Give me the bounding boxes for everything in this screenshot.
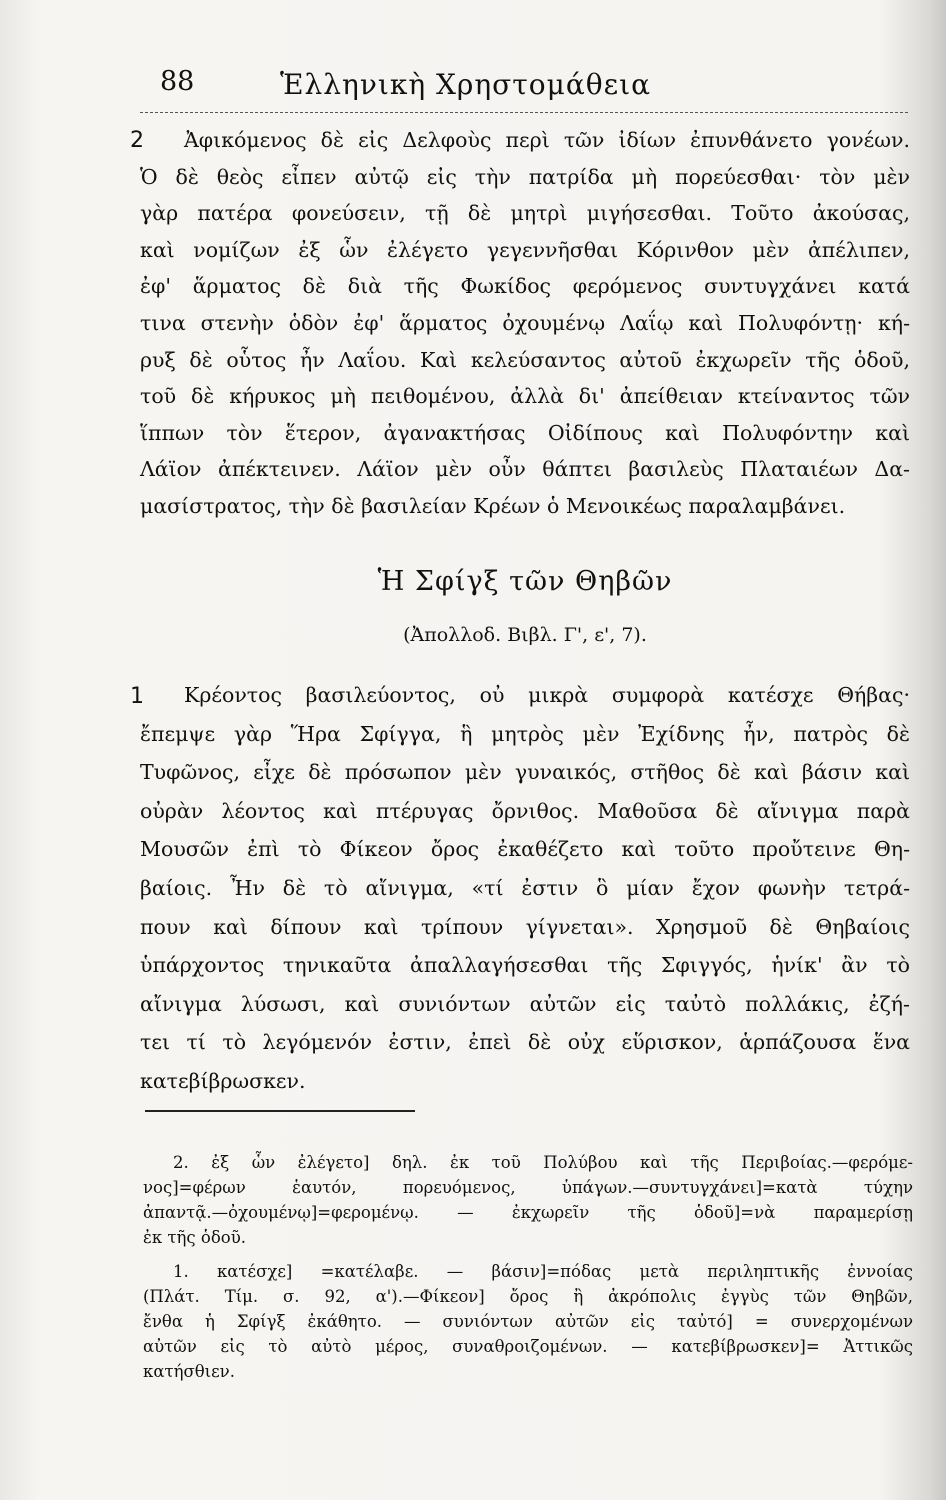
text-line: καὶ νομίζων ἐξ ὧν ἐλέγετο γεγεννῆσθαι Κόρινθον μὲν ἀπέλιπεν, xyxy=(140,237,910,262)
text-line: ρυξ δὲ οὗτος ἦν Λαΐου. Καὶ κελεύσαντος αὐτοῦ ἐκχωρεῖν τῆς ὁδοῦ, xyxy=(140,347,910,372)
footnote-line: ἔνθα ἡ Σφίγξ ἐκάθητο. — συνιόντων αὐτῶν εἰς ταὐτό] = συνερχομένων xyxy=(143,1312,913,1331)
page-header xyxy=(160,62,910,106)
text-line: Ἀφικόμενος δὲ εἰς Δελφοὺς περὶ τῶν ἰδίων ἐπυνθάνετο γονέων. xyxy=(184,128,910,152)
page-number: 88 xyxy=(160,66,195,97)
running-title: Ἑλληνικὴ Χρηστομάθεια xyxy=(280,68,651,101)
text-line: Ὁ δὲ θεὸς εἶπεν αὐτῷ εἰς τὴν πατρίδα μὴ πορεύεσθαι· τὸν μὲν xyxy=(140,164,910,189)
section-heading: Ἡ Σφίγξ τῶν Θηβῶν xyxy=(377,566,673,597)
footnote-line: αὐτῶν εἰς τὸ αὐτὸ μέρος, συναθροιζομένων. — κατεβίβρωσκεν]= Ἀττικῶς xyxy=(143,1337,913,1356)
footnote-line: κατήσθιεν. xyxy=(143,1362,235,1381)
footnote-1 xyxy=(143,1259,913,1384)
text-line: ἐφ' ἅρματος δὲ διὰ τῆς Φωκίδος φερόμενος συντυγχάνει κατά xyxy=(140,274,910,299)
paragraph-oedipus xyxy=(140,122,910,525)
source-citation: (Ἀπολλοδ. Βιβλ. Γ', ε', 7). xyxy=(403,624,647,646)
footnote-line: (Πλάτ. Τίμ. σ. 92, α').—Φίκεον] ὄρος ἢ ἀκρόπολις ἐγγὺς τῶν Θηβῶν, xyxy=(143,1287,913,1306)
text-line: βαίοις. Ἦν δὲ τὸ αἴνιγμα, «τί ἐστιν ὃ μίαν ἔχον φωνὴν τετρά- xyxy=(140,875,910,900)
footnote-line: νος]=φέρων ἑαυτόν, πορευόμενος, ὑπάγων.—συντυγχάνει]=κατὰ τύχην xyxy=(143,1178,913,1197)
paragraph-number: 1 xyxy=(130,684,144,709)
text-line: ἵππων τὸν ἕτερον, ἀγανακτήσας Οἰδίπους καὶ Πολυφόντην καὶ xyxy=(140,420,910,445)
text-line: Τυφῶνος, εἶχε δὲ πρόσωπον μὲν γυναικός, στῆθος δὲ καὶ βάσιν καὶ xyxy=(140,760,910,785)
text-line: Κρέοντος βασιλεύοντος, οὐ μικρὰ συμφορὰ κατέσχε Θήβας· xyxy=(184,683,910,707)
text-line: Λάϊον ἀπέκτεινεν. Λάϊον μὲν οὖν θάπτει βασιλεὺς Πλαταιέων Δα- xyxy=(140,457,910,482)
header-rule xyxy=(140,112,908,113)
paragraph-sphinx xyxy=(140,676,910,1101)
paragraph-number: 2 xyxy=(130,128,144,153)
text-line: Μουσῶν ἐπὶ τὸ Φίκεον ὄρος ἐκαθέζετο καὶ τοῦτο προὔτεινε Θη- xyxy=(140,837,910,862)
footnote-line: 2. ἐξ ὧν ἐλέγετο] δηλ. ἐκ τοῦ Πολύβου καὶ τῆς Περιβοίας.—φερόμε- xyxy=(173,1153,913,1172)
text-line: μασίστρατος, τὴν δὲ βασιλείαν Κρέων ὁ Μενοικέως παραλαμβάνει. xyxy=(140,493,846,518)
text-line: κατεβίβρωσκεν. xyxy=(140,1068,306,1093)
text-line: αἴνιγμα λύσωσι, καὶ συνιόντων αὐτῶν εἰς ταὐτὸ πολλάκις, ἐζή- xyxy=(140,991,910,1016)
footnote-rule xyxy=(145,1110,415,1112)
text-line: τει τί τὸ λεγόμενόν ἐστιν, ἐπεὶ δὲ οὐχ εὕρισκον, ἁρπάζουσα ἕνα xyxy=(140,1030,910,1055)
text-line: οὐρὰν λέοντος καὶ πτέρυγας ὄρνιθος. Μαθοῦσα δὲ αἴνιγμα παρὰ xyxy=(140,798,910,823)
text-line: ἔπεμψε γὰρ Ἥρα Σφίγγα, ἣ μητρὸς μὲν Ἐχίδνης ἦν, πατρὸς δὲ xyxy=(140,721,910,746)
footnote-line: 1. κατέσχε] =κατέλαβε. — βάσιν]=πόδας μετὰ περιληπτικῆς ἐννοίας xyxy=(173,1262,913,1281)
text-line: τινα στενὴν ὁδὸν ἐφ' ἅρματος ὀχουμένῳ Λαΐῳ καὶ Πολυφόντῃ· κή- xyxy=(140,310,910,335)
footnote-line: ἐκ τῆς ὁδοῦ. xyxy=(143,1228,246,1247)
text-line: ὑπάρχοντος τηνικαῦτα ἀπαλλαγήσεσθαι τῆς Σφιγγός, ἡνίκ' ἂν τὸ xyxy=(140,953,910,978)
text-line: τοῦ δὲ κήρυκος μὴ πειθομένου, ἀλλὰ δι' ἀπείθειαν κτείναντος τῶν xyxy=(140,384,910,409)
footnotes xyxy=(143,1150,913,1384)
footnote-line: ἀπαντᾷ.—ὀχουμένῳ]=φερομένῳ. — ἐκχωρεῖν τῆς ὁδοῦ]=νὰ παραμερίσῃ xyxy=(143,1203,913,1222)
text-line: πουν καὶ δίπουν καὶ τρίπουν γίγνεται». Χρησμοῦ δὲ Θηβαίοις xyxy=(140,914,910,939)
footnote-2 xyxy=(143,1150,913,1250)
text-line: γὰρ πατέρα φονεύσειν, τῇ δὲ μητρὶ μιγήσεσθαι. Τοῦτο ἀκούσας, xyxy=(140,201,910,226)
